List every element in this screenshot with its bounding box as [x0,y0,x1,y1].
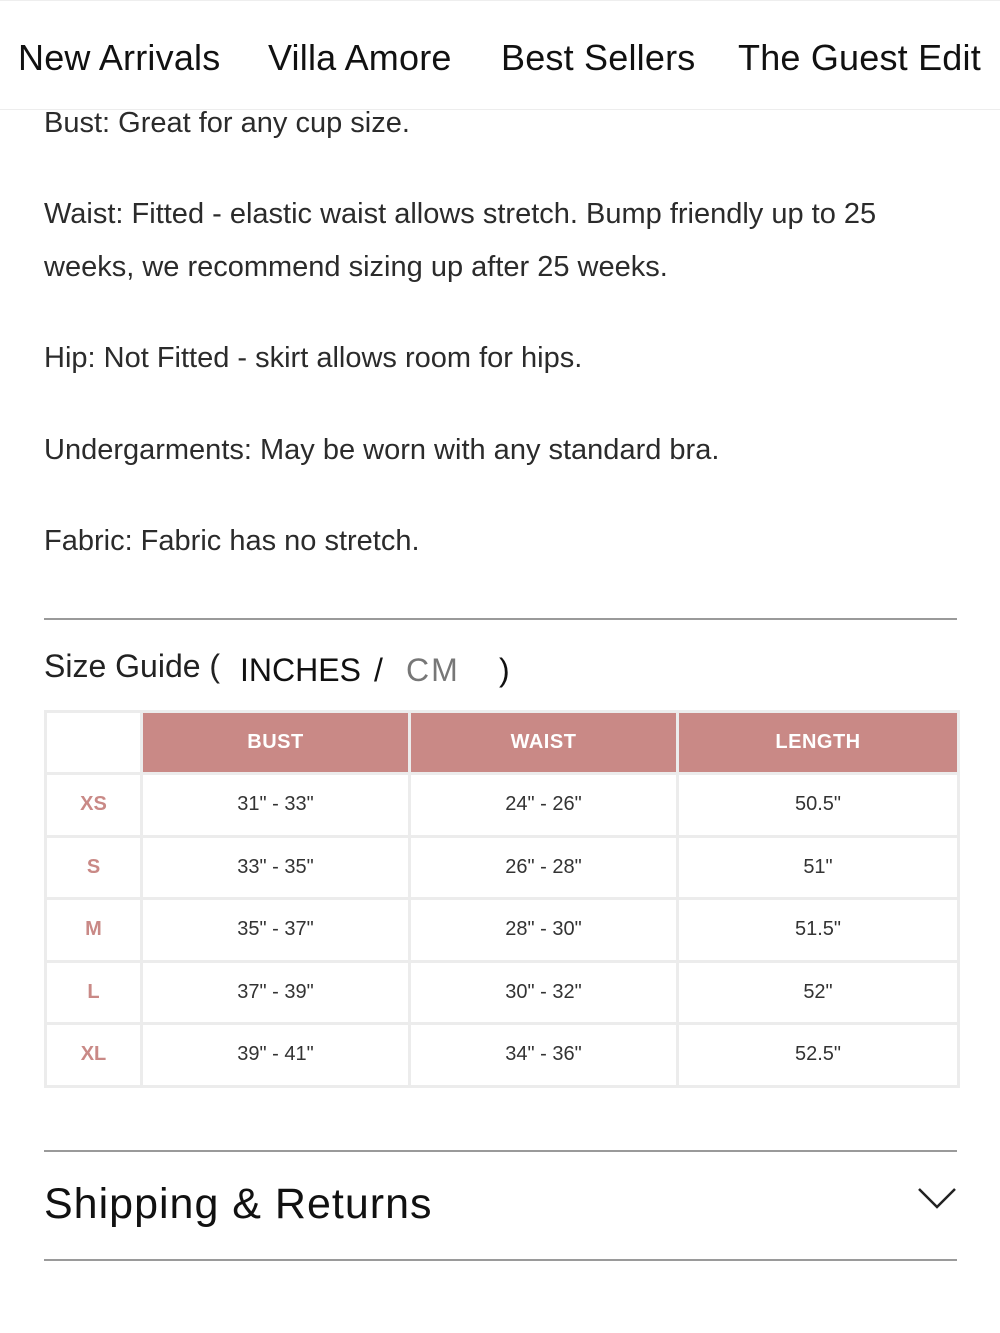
length-value: 50.5" [678,774,959,837]
size-guide-table [44,710,960,1088]
top-navigation [0,0,1000,110]
table-row [46,836,959,899]
nav-item-the-guest-edit[interactable]: The Guest Edit [738,37,981,78]
waist-value: 30" - 32" [410,961,678,1024]
unit-toggle-inches[interactable]: INCHES [240,652,361,688]
detail-waist-line1: Waist: Fitted - elastic waist allows stretch. Bump friendly up to 25 [44,198,877,230]
waist-value: 24" - 26" [410,774,678,837]
length-value: 51" [678,836,959,899]
size-guide-close-paren: ) [499,652,510,688]
length-value: 52" [678,961,959,1024]
bust-value: 33" - 35" [142,836,410,899]
detail-fabric: Fabric: Fabric has no stretch. [44,525,420,557]
unit-separator: / [374,652,383,688]
size-guide-title: Size Guide ( [44,648,221,684]
length-value: 51.5" [678,899,959,962]
bust-value: 35" - 37" [142,899,410,962]
chevron-down-icon[interactable] [917,1186,957,1210]
bust-value: 31" - 33" [142,774,410,837]
table-header-corner [46,712,142,774]
table-row [46,774,959,837]
waist-value: 26" - 28" [410,836,678,899]
size-label: L [46,961,142,1024]
divider [44,618,957,620]
table-header-length: LENGTH [678,712,959,774]
size-label: S [46,836,142,899]
table-header-bust: BUST [142,712,410,774]
shipping-returns-accordion[interactable] [44,1152,957,1260]
table-row [46,899,959,962]
waist-value: 34" - 36" [410,1024,678,1087]
detail-hip: Hip: Not Fitted - skirt allows room for hips. [44,342,583,374]
size-label: XS [46,774,142,837]
table-row [46,1024,959,1087]
table-row [46,961,959,1024]
nav-item-villa-amore[interactable]: Villa Amore [268,37,452,78]
size-label: XL [46,1024,142,1087]
detail-undergarments: Undergarments: May be worn with any standard bra. [44,434,720,466]
bust-value: 37" - 39" [142,961,410,1024]
detail-bust: Bust: Great for any cup size. [44,107,410,139]
divider [44,1259,957,1261]
unit-toggle-cm[interactable]: CM [406,652,460,688]
nav-item-new-arrivals[interactable]: New Arrivals [18,37,221,78]
size-label: M [46,899,142,962]
detail-waist-line2: weeks, we recommend sizing up after 25 weeks. [44,251,668,283]
nav-item-best-sellers[interactable]: Best Sellers [501,37,696,78]
table-header-waist: WAIST [410,712,678,774]
length-value: 52.5" [678,1024,959,1087]
bust-value: 39" - 41" [142,1024,410,1087]
waist-value: 28" - 30" [410,899,678,962]
shipping-returns-label: Shipping & Returns [44,1180,433,1228]
table-header-row [46,712,959,774]
